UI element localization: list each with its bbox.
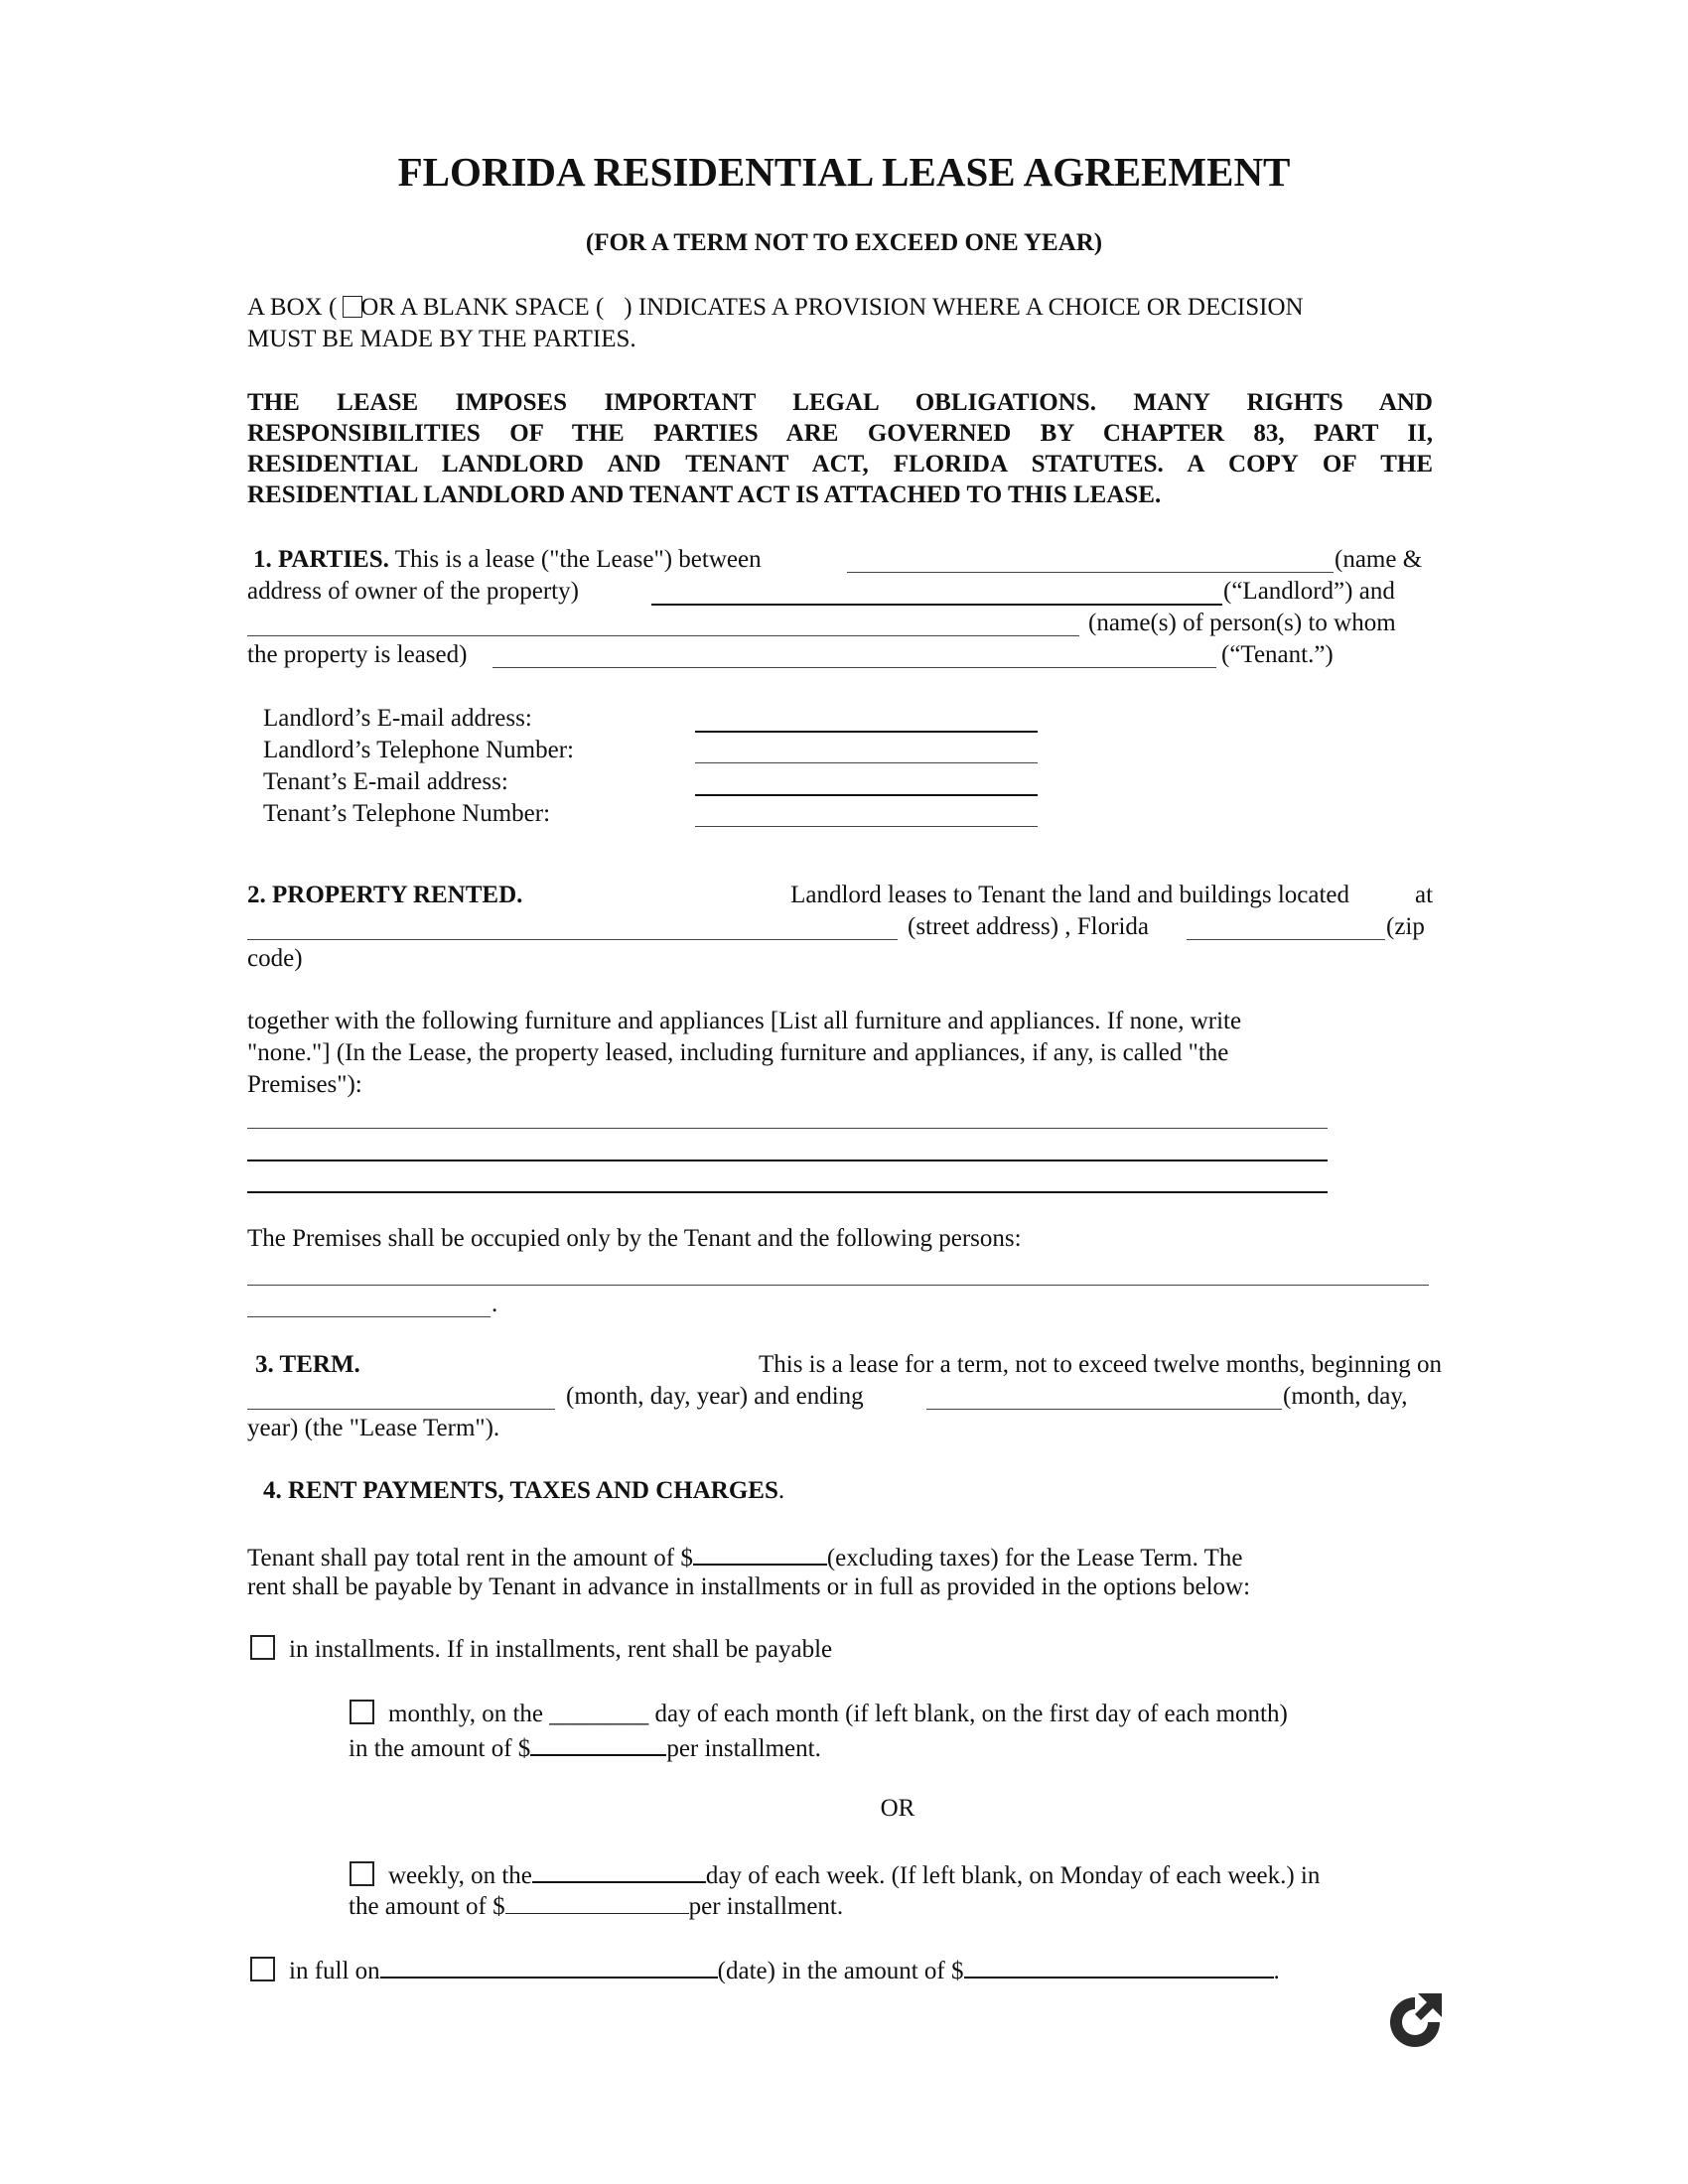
parties-tenant-label: (“Tenant.”) [1221, 641, 1334, 668]
term-text-1: This is a lease for a term, not to exceed twelve months, beginning on [758, 1351, 1442, 1378]
term-line-1 [255, 1349, 1442, 1381]
monthly-checkbox[interactable] [350, 1700, 374, 1724]
monthly-label: monthly, on the [388, 1701, 544, 1727]
contact-label: Tenant’s E-mail address: [263, 768, 508, 795]
in-full-checkbox[interactable] [250, 1957, 275, 1981]
term-mdy-comma: (month, day, [1283, 1383, 1408, 1410]
or-separator: OR [880, 1795, 915, 1822]
furniture-line-1: together with the following furniture and appliances [List all furniture and appliances. If none, write [247, 1008, 1242, 1034]
parties-name-amp: (name & [1335, 546, 1423, 573]
monthly-amount-blank[interactable] [530, 1730, 666, 1756]
tenant-email-field[interactable] [695, 794, 1038, 796]
rent-heading: 4. RENT PAYMENTS, TAXES AND CHARGES [263, 1477, 778, 1504]
weekly-checkbox[interactable] [350, 1861, 374, 1886]
warning-line-4: RESIDENTIAL LANDLORD AND TENANT ACT IS ATTACHED TO THIS LEASE. [247, 481, 1162, 508]
contact-label: Landlord’s E-mail address: [263, 705, 532, 732]
rent-total-text: Tenant shall pay total rent in the amount of $ [247, 1545, 693, 1571]
document-title: FLORIDA RESIDENTIAL LEASE AGREEMENT [397, 149, 1291, 195]
rent-heading-line [263, 1475, 784, 1507]
parties-landlord-and: (“Landlord”) and [1223, 578, 1395, 605]
occupants-period: . [492, 1291, 498, 1317]
document-subtitle: (FOR A TERM NOT TO EXCEED ONE YEAR) [585, 229, 1103, 256]
in-full-option[interactable] [250, 1953, 1280, 1987]
contact-label: Tenant’s Telephone Number: [263, 800, 551, 827]
landlord-phone-field[interactable] [695, 762, 1038, 763]
warning-line-2: RESPONSIBILITIES OF THE PARTIES ARE GOVERNED BY CHAPTER 83, PART II, [247, 420, 1433, 447]
furniture-blank-line[interactable] [247, 1128, 1328, 1129]
weekly-day-blank[interactable] [532, 1857, 706, 1883]
weekly-amount-line [349, 1889, 843, 1923]
in-full-date-blank[interactable] [380, 1953, 718, 1979]
monthly-option[interactable] [350, 1699, 1288, 1730]
occupied-text: The Premises shall be occupied only by the Tenant and the following persons: [247, 1225, 1022, 1252]
weekly-option[interactable] [350, 1857, 1320, 1892]
parties-heading: 1. PARTIES. [253, 546, 389, 573]
landlord-address-blank[interactable] [651, 604, 1222, 606]
rent-excluding: (excluding taxes) for the Lease Term. The [826, 1545, 1243, 1571]
furniture-blank-line[interactable] [247, 1191, 1328, 1193]
monthly-amount-line [349, 1730, 821, 1765]
installments-option[interactable] [250, 1634, 832, 1666]
installments-label: in installments. If in installments, rent shall be payable [289, 1636, 833, 1663]
warning-line-3: RESIDENTIAL LANDLORD AND TENANT ACT, FLORIDA STATUTES. A COPY OF THE [247, 451, 1433, 478]
parties-text-1: This is a lease ("the Lease") between [394, 546, 762, 573]
monthly-text: day of each month (if left blank, on the first day of each month) [654, 1701, 1288, 1727]
furniture-line-2: "none."] (In the Lease, the property leased, including furniture and appliances, if any, is called "the [247, 1039, 1229, 1066]
property-zip: (zip [1386, 913, 1425, 940]
total-rent-blank[interactable] [693, 1540, 827, 1566]
property-heading: 2. PROPERTY RENTED. [247, 882, 523, 908]
property-at: at [1415, 882, 1434, 908]
rent-total-line-2: rent shall be payable by Tenant in advance in installments or in full as provided in the options below: [247, 1573, 1251, 1600]
weekly-label: weekly, on the [388, 1862, 532, 1889]
occupants-blank-line[interactable] [247, 1316, 491, 1317]
term-year: year) (the "Lease Term"). [247, 1415, 500, 1441]
term-heading: 3. TERM. [255, 1351, 360, 1378]
monthly-day-blank[interactable]: ________ [549, 1701, 649, 1727]
weekly-amount-label: the amount of $ [349, 1893, 505, 1920]
occupants-blank-line[interactable] [247, 1285, 1429, 1286]
weekly-text: day of each week. (If left blank, on Monday of each week.) in [705, 1862, 1321, 1889]
tenant-phone-field[interactable] [695, 826, 1038, 827]
intro-line-1 [247, 292, 1304, 324]
rent-heading-period: . [777, 1477, 785, 1504]
weekly-amount-blank[interactable] [505, 1889, 689, 1914]
parties-line-2: address of owner of the property) [247, 578, 579, 605]
property-text-1: Landlord leases to Tenant the land and buildings located [790, 882, 1349, 908]
tenant-name-blank[interactable] [247, 635, 1079, 636]
term-mdy-ending: (month, day, year) and ending [566, 1383, 864, 1410]
parties-line-4: the property is leased) [247, 641, 468, 668]
tenant-property-blank[interactable] [492, 667, 1216, 668]
rent-total-line-1 [247, 1540, 1243, 1574]
property-line-1 [247, 880, 1349, 911]
term-start-blank[interactable] [247, 1409, 555, 1410]
parties-line-1 [253, 544, 762, 576]
contact-label: Landlord’s Telephone Number: [263, 737, 574, 763]
intro-a-box: A BOX ( [247, 294, 338, 321]
zip-code-blank[interactable] [1187, 939, 1385, 940]
street-address-blank[interactable] [247, 939, 898, 940]
monthly-amount-label: in the amount of $ [349, 1735, 531, 1762]
term-end-blank[interactable] [926, 1409, 1282, 1410]
property-street: (street address) , Florida [908, 913, 1149, 940]
intro-or-blank: OR A BLANK SPACE ( [360, 294, 605, 321]
installments-checkbox[interactable] [250, 1635, 275, 1660]
landlord-email-field[interactable] [695, 731, 1038, 733]
warning-line-1: THE LEASE IMPOSES IMPORTANT LEGAL OBLIGATIONS. MANY RIGHTS AND [247, 389, 1433, 416]
furniture-line-3: Premises"): [247, 1071, 362, 1098]
property-code: code) [247, 945, 303, 972]
intro-indicates: ) INDICATES A PROVISION WHERE A CHOICE OR DECISION [624, 294, 1304, 321]
in-full-amount-blank[interactable] [964, 1953, 1274, 1979]
in-full-period: . [1273, 1958, 1280, 1984]
parties-names-whom: (name(s) of person(s) to whom [1088, 610, 1396, 636]
monthly-per-installment: per installment. [666, 1735, 821, 1762]
weekly-per-installment: per installment. [688, 1893, 844, 1920]
intro-line-2: MUST BE MADE BY THE PARTIES. [247, 326, 636, 352]
landlord-name-blank[interactable] [847, 572, 1334, 573]
in-full-date-amount: (date) in the amount of $ [717, 1958, 964, 1984]
in-full-label: in full on [289, 1958, 380, 1984]
furniture-blank-line[interactable] [247, 1160, 1328, 1161]
arrow-logo-icon [1384, 1989, 1446, 2055]
